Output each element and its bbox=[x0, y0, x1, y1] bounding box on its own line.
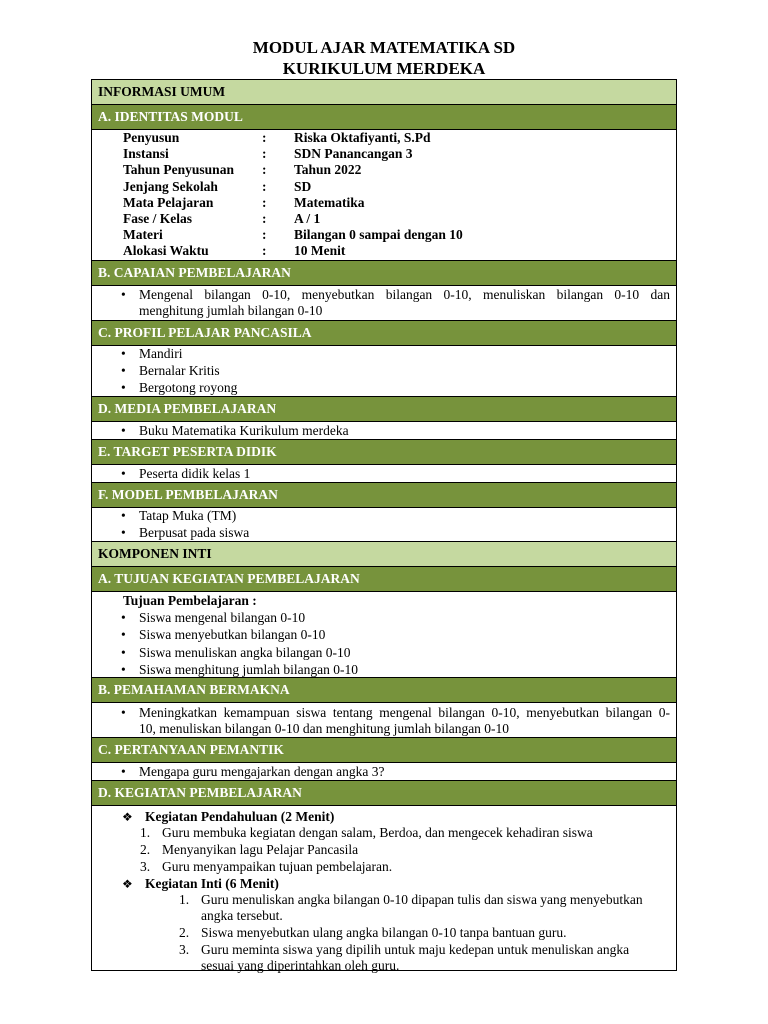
identity-separator: : bbox=[262, 179, 267, 194]
identity-label: Mata Pelajaran bbox=[123, 195, 214, 210]
section-capaian-title: B. CAPAIAN PEMBELAJARAN bbox=[98, 265, 291, 280]
tujuan-body bbox=[92, 592, 676, 678]
identity-value: SD bbox=[294, 179, 312, 194]
section-kegiatan-title: D. KEGIATAN PEMBELAJARAN bbox=[98, 785, 302, 800]
tujuan-item: • Siswa menyebutkan bilangan 0-10 bbox=[139, 627, 325, 643]
identity-label: Tahun Penyusunan bbox=[123, 162, 234, 177]
inti-heading: Kegiatan Inti (6 Menit) bbox=[145, 876, 279, 891]
section-komponen-inti bbox=[92, 542, 676, 567]
section-tujuan-kegiatan bbox=[92, 567, 676, 592]
pertanyaan-body bbox=[92, 763, 676, 781]
media-item: • Buku Matematika Kurikulum merdeka bbox=[139, 423, 349, 439]
section-target-title: E. TARGET PESERTA DIDIK bbox=[98, 444, 277, 459]
step-number: 3. bbox=[179, 942, 190, 957]
pendahuluan-step: Guru menyampaikan tujuan pembelajaran. bbox=[162, 859, 393, 874]
identity-separator: : bbox=[262, 162, 267, 177]
pendahuluan-heading: Kegiatan Pendahuluan (2 Menit) bbox=[145, 809, 335, 824]
section-capaian-pembelajaran bbox=[92, 261, 676, 286]
inti-step-cont: angka tersebut. bbox=[201, 908, 283, 923]
section-komponen-inti-title: KOMPONEN INTI bbox=[98, 546, 212, 561]
identity-label: Penyusun bbox=[123, 130, 180, 145]
identity-label: Fase / Kelas bbox=[123, 211, 192, 226]
identity-separator: : bbox=[262, 146, 267, 161]
section-informasi-umum bbox=[92, 80, 676, 105]
inti-step-cont: sesuai yang diperintahkan oleh guru. bbox=[201, 958, 400, 973]
target-body bbox=[92, 465, 676, 483]
identity-separator: : bbox=[262, 243, 267, 258]
pemahaman-line: • Meningkatkan kemampuan siswa tentang mengenal bilangan 0-10, menyebutkan bilangan 0- bbox=[139, 705, 670, 721]
step-number: 1. bbox=[140, 825, 151, 840]
identity-label: Instansi bbox=[123, 146, 169, 161]
kegiatan-body bbox=[92, 806, 676, 973]
tujuan-item: • Siswa menuliskan angka bilangan 0-10 bbox=[139, 645, 350, 661]
profil-body bbox=[92, 346, 676, 397]
diamond-bullet-icon: ❖ bbox=[122, 810, 133, 824]
pemahaman-line: 10, menuliskan bilangan 0-10 dan menghitung jumlah bilangan 0-10 bbox=[139, 721, 510, 736]
identity-separator: : bbox=[262, 195, 267, 210]
pertanyaan-item: • Mengapa guru mengajarkan dengan angka 3? bbox=[139, 764, 385, 780]
section-informasi-umum-title: INFORMASI UMUM bbox=[98, 84, 226, 99]
section-pertanyaan-title: C. PERTANYAAN PEMANTIK bbox=[98, 742, 284, 757]
pendahuluan-step: Menyanyikan lagu Pelajar Pancasila bbox=[162, 842, 359, 857]
section-pemahaman-bermakna bbox=[92, 678, 676, 703]
module-table bbox=[91, 79, 677, 971]
section-profil-title: C. PROFIL PELAJAR PANCASILA bbox=[98, 325, 312, 340]
document-title: MODUL AJAR MATEMATIKA SD bbox=[252, 38, 516, 57]
capaian-line: menghitung jumlah bilangan 0-10 bbox=[139, 303, 323, 318]
profil-item: • Bergotong royong bbox=[139, 380, 237, 396]
pemahaman-body bbox=[92, 703, 676, 738]
tujuan-item: • Siswa mengenal bilangan 0-10 bbox=[139, 610, 305, 626]
model-item: • Berpusat pada siswa bbox=[139, 525, 249, 541]
section-model-title: F. MODEL PEMBELAJARAN bbox=[98, 487, 278, 502]
pendahuluan-step: Guru membuka kegiatan dengan salam, Berdoa, dan mengecek kehadiran siswa bbox=[162, 825, 593, 840]
inti-step: Guru menuliskan angka bilangan 0-10 dipapan tulis dan siswa yang menyebutkan bbox=[201, 892, 643, 907]
identity-separator: : bbox=[262, 211, 267, 226]
inti-step: Guru meminta siswa yang dipilih untuk maju kedepan untuk menuliskan angka bbox=[201, 942, 630, 957]
identity-value: A / 1 bbox=[294, 211, 321, 226]
section-pertanyaan-pemantik bbox=[92, 738, 676, 763]
inti-step: Siswa menyebutkan ulang angka bilangan 0-10 tanpa bantuan guru. bbox=[201, 925, 567, 940]
identity-value: SDN Panancangan 3 bbox=[294, 146, 413, 161]
identitas-body bbox=[92, 130, 676, 261]
step-number: 2. bbox=[179, 925, 190, 940]
identity-value: 10 Menit bbox=[294, 243, 346, 258]
section-model-pembelajaran bbox=[92, 483, 676, 508]
profil-item: • Bernalar Kritis bbox=[139, 363, 220, 379]
identity-separator: : bbox=[262, 227, 267, 242]
section-pemahaman-title: B. PEMAHAMAN BERMAKNA bbox=[98, 682, 290, 697]
step-number: 1. bbox=[179, 892, 190, 907]
section-profil-pelajar bbox=[92, 321, 676, 346]
identity-value: Tahun 2022 bbox=[294, 162, 362, 177]
document-subtitle: KURIKULUM MERDEKA bbox=[282, 59, 486, 78]
capaian-line: • Mengenal bilangan 0-10, menyebutkan bilangan 0-10, menuliskan bilangan 0-10 dan bbox=[139, 287, 670, 303]
model-item: • Tatap Muka (TM) bbox=[139, 508, 236, 524]
identity-value: Riska Oktafiyanti, S.Pd bbox=[294, 130, 431, 145]
target-item: • Peserta didik kelas 1 bbox=[139, 466, 250, 482]
identity-label: Jenjang Sekolah bbox=[123, 179, 218, 194]
section-media-title: D. MEDIA PEMBELAJARAN bbox=[98, 401, 277, 416]
section-identitas-title: A. IDENTITAS MODUL bbox=[98, 109, 243, 124]
diamond-bullet-icon: ❖ bbox=[122, 877, 133, 891]
model-body bbox=[92, 508, 676, 542]
tujuan-item: • Siswa menghitung jumlah bilangan 0-10 bbox=[139, 662, 358, 678]
section-media-pembelajaran bbox=[92, 397, 676, 422]
identity-value: Matematika bbox=[294, 195, 365, 210]
identity-separator: : bbox=[262, 130, 267, 145]
identity-value: Bilangan 0 sampai dengan 10 bbox=[294, 227, 463, 242]
media-body bbox=[92, 422, 676, 440]
step-number: 2. bbox=[140, 842, 151, 857]
identity-label: Materi bbox=[123, 227, 163, 242]
capaian-body bbox=[92, 286, 676, 321]
section-kegiatan-pembelajaran bbox=[92, 781, 676, 806]
section-identitas-modul bbox=[92, 105, 676, 130]
identity-label: Alokasi Waktu bbox=[123, 243, 209, 258]
section-target-peserta bbox=[92, 440, 676, 465]
tujuan-heading: Tujuan Pembelajaran : bbox=[123, 593, 257, 608]
profil-item: • Mandiri bbox=[139, 346, 183, 362]
section-tujuan-title: A. TUJUAN KEGIATAN PEMBELAJARAN bbox=[98, 571, 360, 586]
step-number: 3. bbox=[140, 859, 151, 874]
